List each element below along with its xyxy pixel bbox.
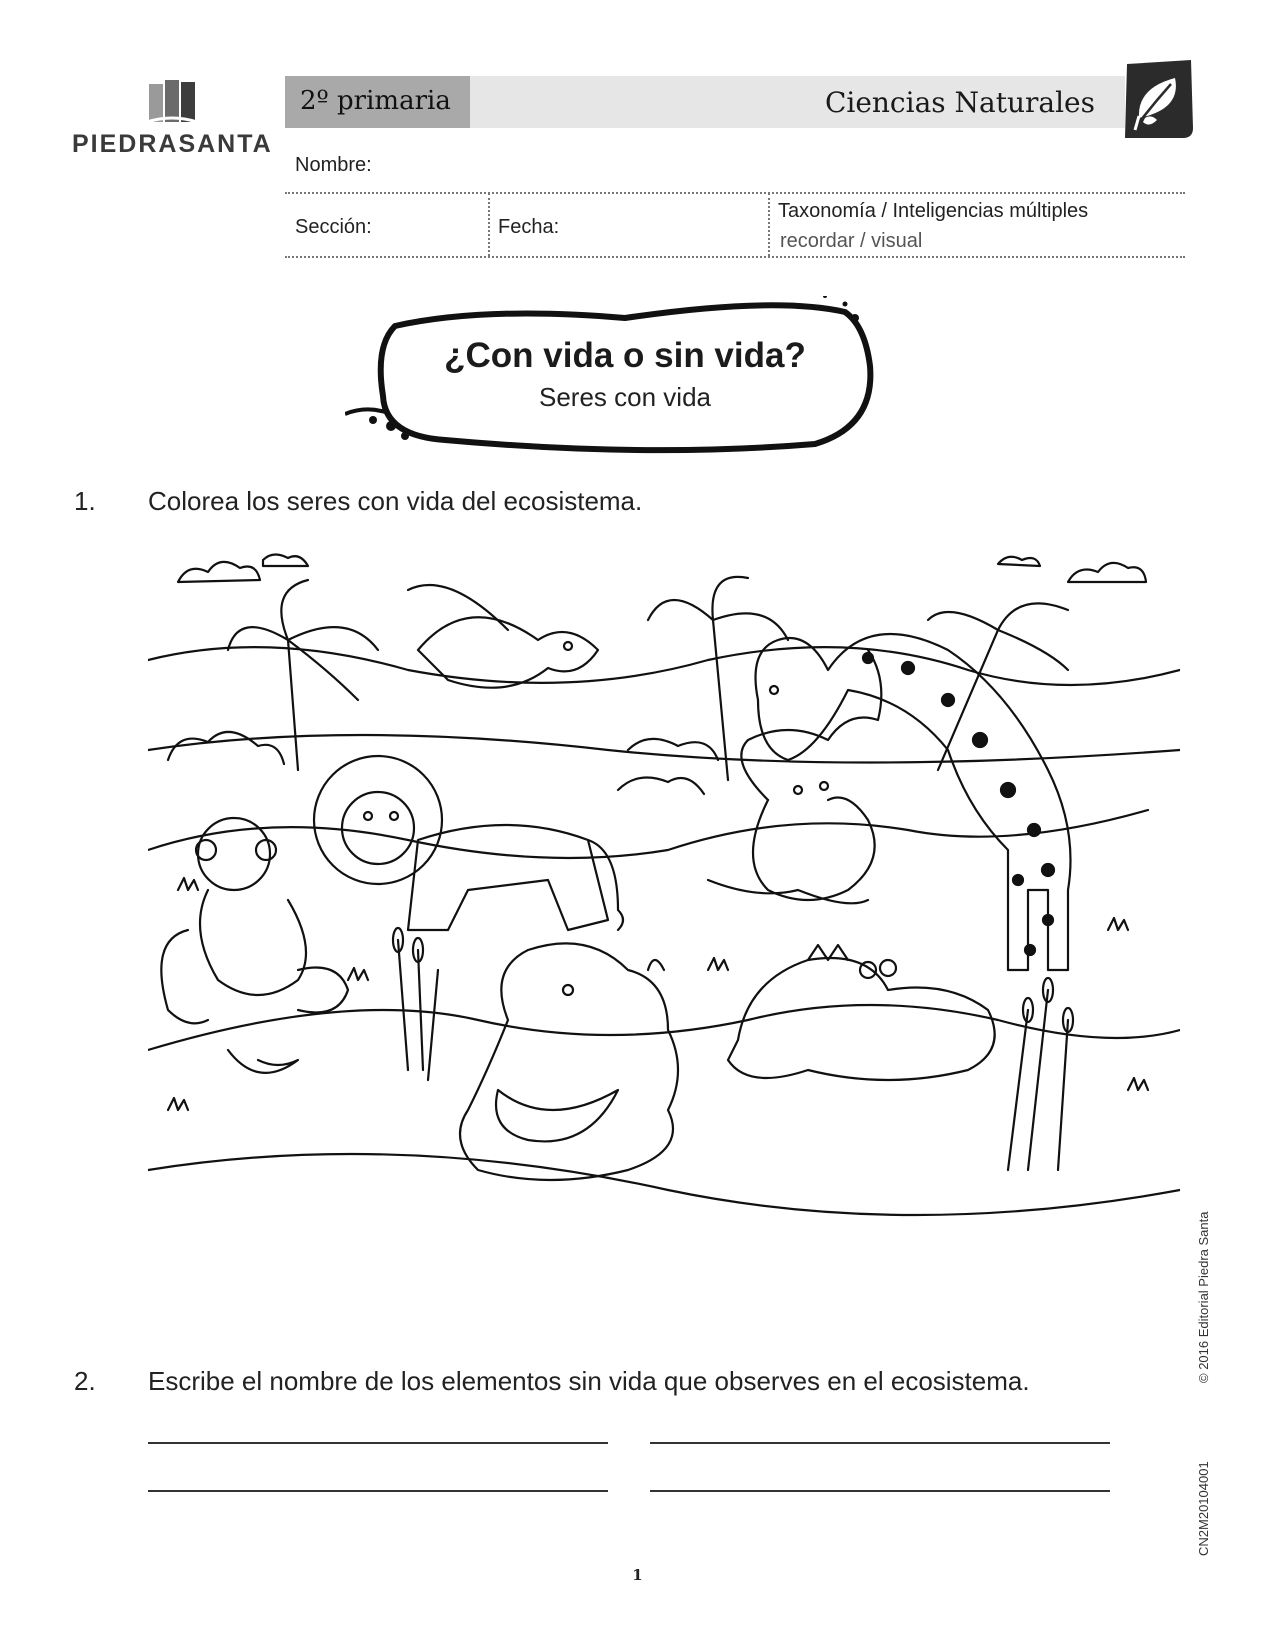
name-field-label: Nombre: [295,154,372,176]
section-field-label: Sección: [295,216,372,238]
form-divider [285,256,1185,258]
title-bubble-frame [345,296,905,466]
book-logo-icon [145,78,199,126]
answer-line[interactable] [650,1490,1110,1492]
taxonomy-label: Taxonomía / Inteligencias múltiples [778,200,1089,222]
question-number: 2. [74,1366,96,1396]
question-number: 1. [74,486,96,516]
leaf-icon [1117,58,1197,142]
document-code: CN2M20104001 [1196,1461,1211,1556]
worksheet-subtitle: Seres con vida [539,382,711,412]
question-text: Colorea los seres con vida del ecosistema. [148,486,643,516]
worksheet-title: ¿Con vida o sin vida? [444,336,806,375]
form-column-divider [768,193,770,256]
answer-line[interactable] [148,1442,608,1444]
form-column-divider [488,193,490,256]
publisher-logo-text: PIEDRASANTA [72,130,273,158]
question-text: Escribe el nombre de los elementos sin vida que observes en el ecosistema. [148,1366,1030,1396]
copyright-notice: © 2016 Editorial Piedra Santa [1196,1211,1211,1383]
answer-line[interactable] [650,1442,1110,1444]
answer-line[interactable] [148,1490,608,1492]
taxonomy-value: recordar / visual [780,230,923,252]
grade-label: 2º primaria [300,86,451,116]
subject-title: Ciencias Naturales [824,86,1095,119]
form-divider [285,192,1185,194]
date-field-label: Fecha: [498,216,560,238]
savanna-coloring-illustration[interactable] [148,550,1180,1280]
page-number: 1 [632,1566,643,1584]
